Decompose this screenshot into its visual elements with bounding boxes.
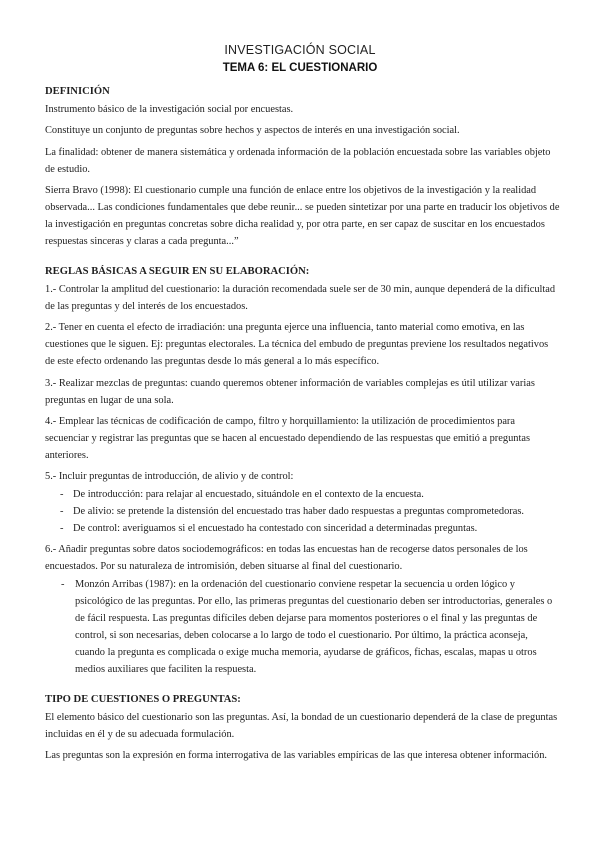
paragraph: Sierra Bravo (1998): El cuestionario cumple una función de enlace entre los objetivos de la investigación y la realidad observada... Las condiciones fundamentales que debe reunir... se pueden sintetizar por una parte en traducir los objetivos de la investigación en preguntas concretas sobre dicha realidad y, por otra parte, en ser capaz de suscitar en los encuestados respuestas sinceras y claras a cada pregunta...” <box>45 185 560 247</box>
rule-item: 6.- Añadir preguntas sobre datos sociodemográficos: en todas las encuestas han de recogerse datos personales de los encuestados. Por su naturaleza de intromisión, deben situarse al final del cuestionario. <box>45 544 528 573</box>
bullet-item <box>45 521 560 538</box>
paragraph: El elemento básico del cuestionario son las preguntas. Así, la bondad de un cuestionario dependerá de la clase de preguntas incluidas en él y de su adecuada formulación. <box>45 711 558 740</box>
bullet-dash: - <box>60 522 64 534</box>
bullet-text: De alivio: se pretende la distensión del encuestado tras haber dado respuestas a preguntas comprometedoras. <box>73 505 524 517</box>
bullet-dash: - <box>60 489 64 501</box>
bullet-text: Monzón Arribas (1987): en la ordenación del cuestionario conviene respetar la secuencia u orden lógico y psicológico de las preguntas. Por ello, las primeras preguntas del cuestionario deben ser introductorias, generales o de fácil respuesta. Las preguntas difíciles deben dejarse para momentos posteriores o el final y las preguntas de control, si son necesarias, deben colocarse a lo largo de todo el cuestionario. Por último, la práctica aconseja, cuando la pregunta es complicada o exige mucha memoria, ayudarse de gráficos, fichas, escalas, mapas u otros medios auxiliares que faciliten la respuesta. <box>75 579 553 675</box>
rule-item: 5.- Incluir preguntas de introducción, de alivio y de control: <box>45 471 294 483</box>
bullet-item <box>45 577 560 678</box>
section-heading-tipo: TIPO DE CUESTIONES O PREGUNTAS: <box>45 694 241 705</box>
paragraph: La finalidad: obtener de manera sistemática y ordenada información de la población encuestada sobre las variables objeto de estudio. <box>45 146 551 175</box>
section-heading-reglas: REGLAS BÁSICAS A SEGUIR EN SU ELABORACIÓN: <box>45 266 310 278</box>
paragraph: Instrumento básico de la investigación social por encuestas. <box>45 103 294 115</box>
rule-item: 2.- Tener en cuenta el efecto de irradiación: una pregunta ejerce una influencia, tanto material como emotiva, en las cuestiones que le siguen. Ej: preguntas electorales. La técnica del embudo de preguntas previene los resultados negativos de este efecto ordenando las preguntas desde lo más general a lo más específico. <box>45 322 549 368</box>
subject-title: INVESTIGACIÓN SOCIAL <box>224 43 376 57</box>
bullet-dash: - <box>60 505 64 517</box>
bullet-dash: - <box>61 579 65 591</box>
bullet-text: De control: averiguamos si el encuestado ha contestado con sinceridad a determinadas preguntas. <box>73 522 478 534</box>
paragraph: Las preguntas son la expresión en forma interrogativa de las variables empíricas de las que interesa obtener información. <box>45 750 548 762</box>
rule-item: 1.- Controlar la amplitud del cuestionario: la duración recomendada suele ser de 30 min, aunque dependerá de la dificultad de las preguntas y del interés de los encuestados. <box>45 284 556 312</box>
rule-item: 4.- Emplear las técnicas de codificación de campo, filtro y horquillamiento: la utilización de procedimientos para secuenciar y registrar las preguntas que se hacen al encuestado dependiendo de las respuestas que emitió a preguntas anteriores. <box>45 415 530 461</box>
paragraph: Constituye un conjunto de preguntas sobre hechos y aspectos de interés en una investigación social. <box>45 125 460 137</box>
rule-item: 3.- Realizar mezclas de preguntas: cuando queremos obtener información de variables complejas es útil utilizar varias preguntas en lugar de una sola. <box>45 377 535 406</box>
bullet-item <box>45 487 560 504</box>
document-body <box>45 84 560 770</box>
bullet-text: De introducción: para relajar al encuestado, situándole en el contexto de la encuesta. <box>73 489 424 501</box>
topic-title: TEMA 6: EL CUESTIONARIO <box>222 62 378 74</box>
section-heading-definicion: DEFINICIÓN <box>45 86 110 97</box>
bullet-item <box>45 504 560 521</box>
